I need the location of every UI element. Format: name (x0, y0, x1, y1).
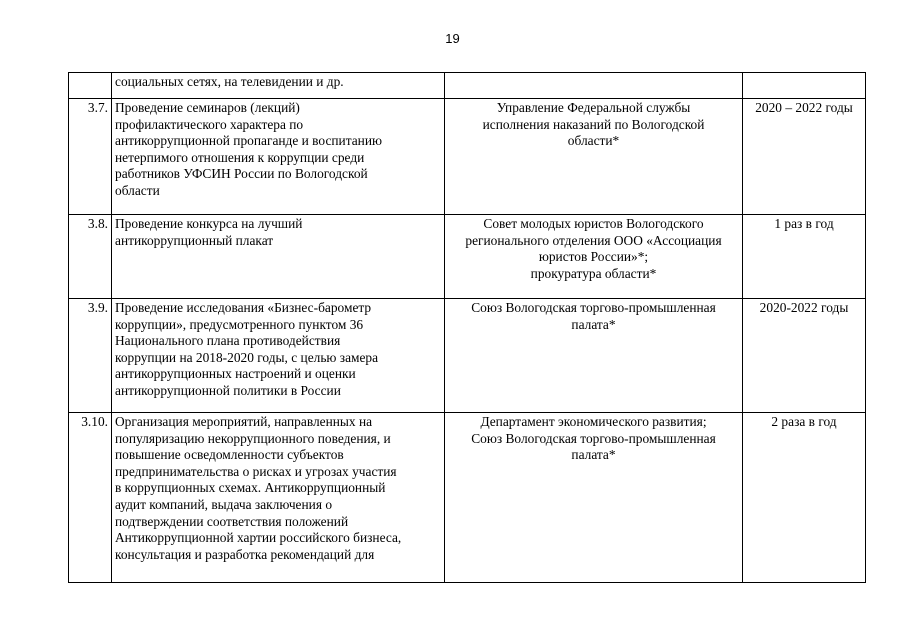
executor-line: исполнения наказаний по Вологодской (482, 116, 705, 132)
measure-text-line: Организация мероприятий, направленных на (115, 414, 373, 429)
measure-text-cell (112, 73, 445, 99)
executor-line: прокуратура области* (530, 265, 657, 281)
measure-text-cell (112, 299, 445, 413)
page-number: 19 (445, 31, 460, 46)
table-body (69, 73, 866, 583)
executor-line: Департамент экономического развития; (480, 414, 707, 429)
executor-line: Союз Вологодская торгово-промышленная (471, 300, 716, 315)
table-row (69, 299, 866, 413)
table-row (69, 99, 866, 215)
measure-text-line: аудит компаний, выдача заключения о (115, 496, 333, 512)
executor-cell (445, 73, 743, 99)
item-number-cell: 3.7. (69, 99, 112, 215)
executor-cell (445, 413, 743, 583)
measure-text-cell (112, 413, 445, 583)
measure-text-line: антикоррупционных настроений и оценки (115, 366, 356, 382)
measure-text-line: Проведение исследования «Бизнес-барометр (115, 300, 372, 315)
measure-text-line: в коррупционных схемах. Антикоррупционный (115, 480, 386, 496)
table-row (69, 413, 866, 583)
item-number-cell: 3.8. (69, 215, 112, 299)
executor-line: юристов России»*; (538, 249, 649, 265)
table-row (69, 215, 866, 299)
executor-line: Совет молодых юристов Вологодского (483, 216, 704, 231)
executor-line: Союз Вологодская торгово-промышленная (471, 430, 716, 446)
measure-text-line: популяризацию некоррупционного поведения, и (115, 430, 391, 446)
executor-cell (445, 215, 743, 299)
item-number-cell: 3.10. (69, 413, 112, 583)
measure-text-line: нетерпимого отношения к коррупции среди (115, 149, 365, 165)
measure-text-line: профилактического характера по (115, 116, 304, 132)
table-row (69, 73, 866, 99)
term-cell: 2020-2022 годы (743, 299, 866, 413)
measure-text-line: Проведение конкурса на лучший (115, 216, 303, 231)
measure-text-line: Проведение семинаров (лекций) (115, 100, 300, 115)
term-cell: 2 раза в год (743, 413, 866, 583)
executor-cell (445, 299, 743, 413)
measure-text-line: Национального плана противодействия (115, 333, 341, 349)
term-cell: 1 раз в год (743, 215, 866, 299)
measure-text-cell (112, 215, 445, 299)
measure-text-line: антикоррупционный плакат (115, 232, 274, 248)
item-number-cell: 3.9. (69, 299, 112, 413)
measure-text-line: работников УФСИН России по Вологодской (115, 166, 368, 182)
measure-text-line: консультация и разработка рекомендаций для (115, 546, 375, 562)
measure-text-line: предпринимательства о рисках и угрозах участия (115, 463, 397, 479)
measure-text-cell (112, 99, 445, 215)
measure-text-line: антикоррупционной пропаганде и воспитанию (115, 133, 383, 149)
executor-cell (445, 99, 743, 215)
measure-text-line: повышение осведомленности субъектов (115, 447, 344, 463)
item-number-cell (69, 73, 112, 99)
measure-text-line: коррупции на 2018-2020 годы, с целью замера (115, 349, 379, 365)
measure-text-line: подтверждении соответствия положений (115, 513, 349, 529)
measure-text-line: коррупции», предусмотренного пунктом 36 (115, 316, 364, 332)
executor-line: Управление Федеральной службы (496, 100, 691, 115)
measures-table (68, 72, 866, 583)
term-cell (743, 73, 866, 99)
term-cell: 2020 – 2022 годы (743, 99, 866, 215)
executor-line: палата* (571, 447, 616, 463)
executor-line: палата* (571, 316, 616, 332)
measure-text-line: антикоррупционной политики в России (115, 382, 341, 398)
measure-text-line: области (115, 182, 160, 198)
measure-text-line: социальных сетях, на телевидении и др. (115, 74, 344, 89)
executor-line: регионального отделения ООО «Ассоциация (465, 232, 722, 248)
executor-line: области* (567, 133, 620, 149)
measure-text-line: Антикоррупционной хартии российского бизнеса, (115, 530, 402, 546)
